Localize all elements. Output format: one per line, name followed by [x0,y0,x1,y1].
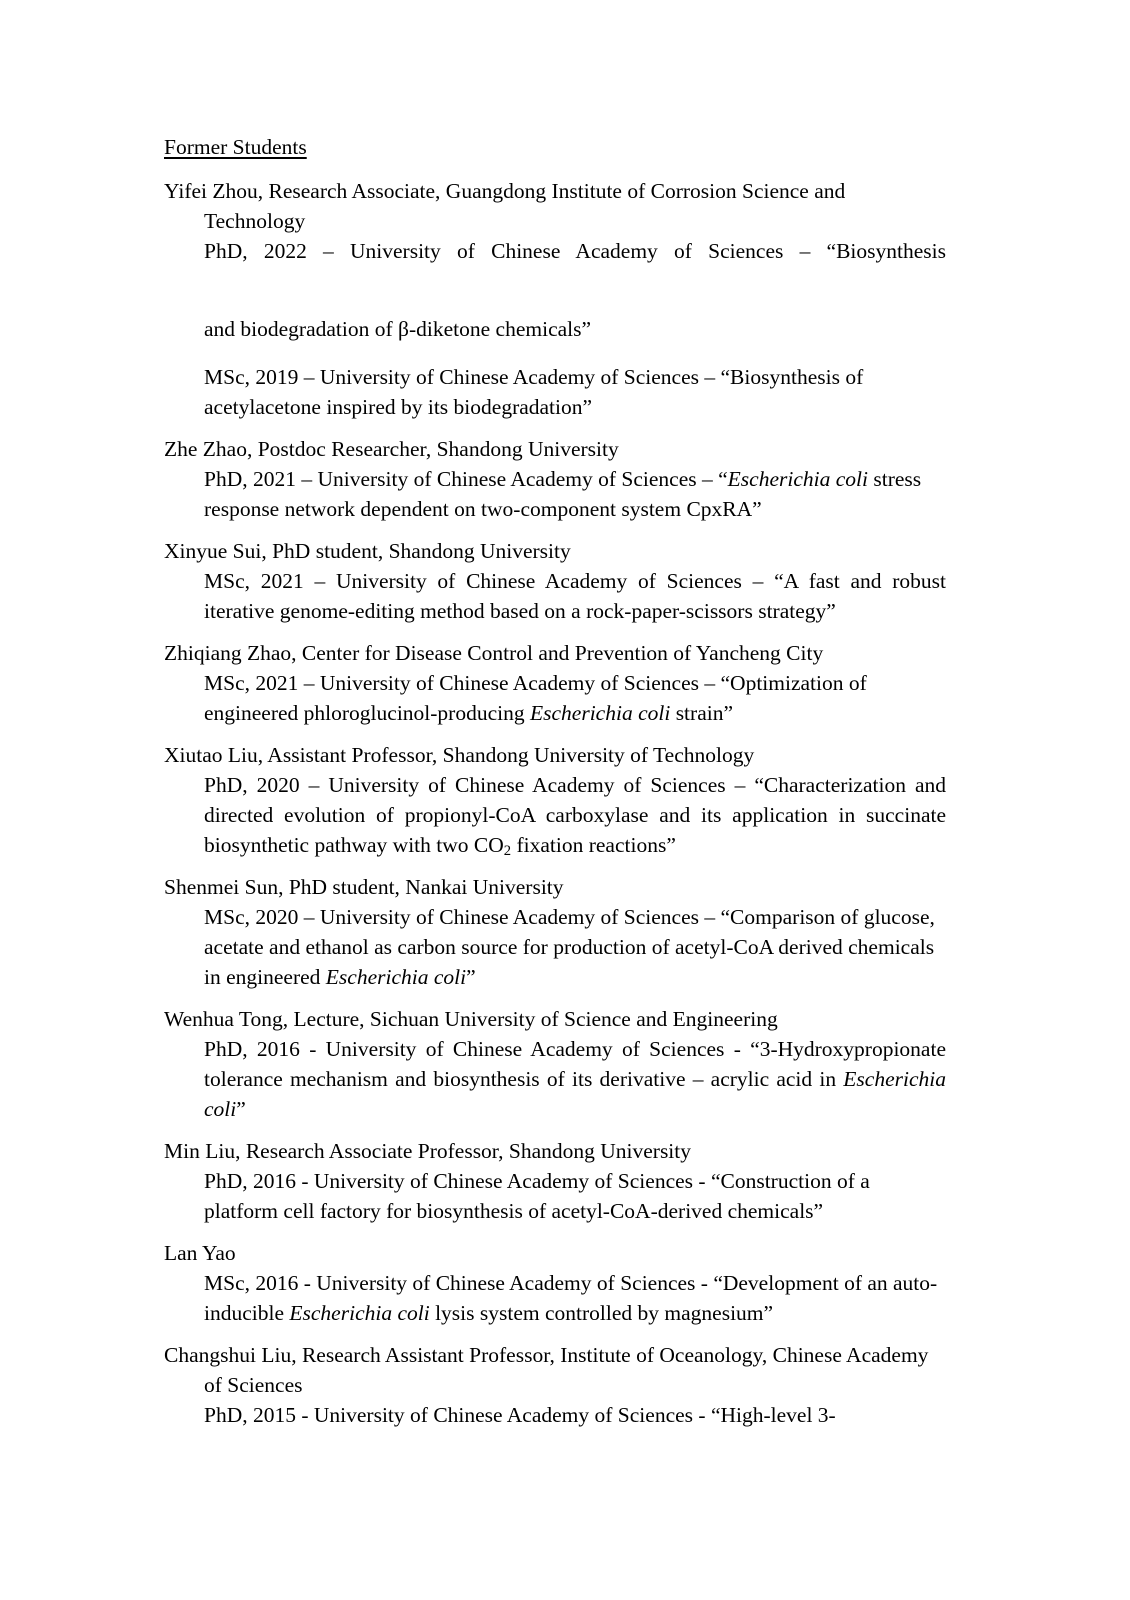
entry-changshui-liu [164,1340,946,1430]
degree-text: MSc, 2019 – University of Chinese Academy of Sciences – “Biosynthesis of acetylacetone inspired by its biodegradation” [204,365,864,419]
person-line: Shenmei Sun, PhD student, Nankai University [164,875,564,899]
degree-text-tail: ” [466,965,476,989]
degree-text: MSc, 2021 – University of Chinese Academy of Sciences – “Optimization of engineered phloroglucinol-producing [204,671,867,725]
degree-text-tail: stress response network dependent on two-component system CpxRA” [204,467,922,521]
degree-text-tail: ” [236,1097,246,1121]
entry-wenhua-tong [164,1004,946,1124]
person-line: Xiutao Liu, Assistant Professor, Shandong University of Technology [164,743,755,767]
degree-text: MSc, 2016 - University of Chinese Academy of Sciences - “Development of an auto-inducible [204,1271,938,1325]
person-line: Wenhua Tong, Lecture, Sichuan University of Science and Engineering [164,1007,778,1031]
degree-line [164,1268,946,1328]
entry-lan-yao [164,1238,946,1328]
subscript-two: 2 [503,843,512,860]
person-line: Lan Yao [164,1241,236,1265]
degree-text: and biodegradation of β-diketone chemicals” [204,317,592,341]
degree-line [164,566,946,626]
degree-text-tail: lysis system controlled by magnesium” [429,1301,774,1325]
degree-text: PhD, 2015 - University of Chinese Academy of Sciences - “High-level 3- [204,1403,836,1427]
degree-line [164,236,946,296]
species-name: Escherichia coli [325,965,467,989]
degree-text: PhD, 2016 - University of Chinese Academy of Sciences - “Construction of a platform cell factory for biosynthesis of acetyl-CoA-derived chemicals” [204,1169,870,1223]
degree-text: PhD, 2021 – University of Chinese Academy of Sciences – “ [204,467,728,491]
entry-yifei-zhou [164,176,946,422]
document-body [164,132,946,1430]
entry-min-liu [164,1136,946,1226]
entry-zhiqiang-zhao [164,638,946,728]
degree-line-continued [164,314,946,344]
degree-text: MSc, 2020 – University of Chinese Academy of Sciences – “Comparison of glucose, acetate and ethanol as carbon source for production of acetyl-CoA derived chemicals in engineered [204,905,935,989]
species-name: Escherichia coli [727,467,868,491]
degree-line [164,362,946,422]
degree-text-tail: fixation reactions” [511,833,676,857]
person-line: Min Liu, Research Associate Professor, Shandong University [164,1139,692,1163]
species-name: Escherichia coli [530,701,671,725]
degree-line [164,1034,946,1124]
section-heading-former-students: Former Students [164,135,307,159]
person-line: Zhiqiang Zhao, Center for Disease Control and Prevention of Yancheng City [164,641,824,665]
degree-text: PhD, 2020 – University of Chinese Academy of Sciences – “Characterization and directed evolution of propionyl-CoA carboxylase and its application in succinate biosynthetic pathway with two CO [204,773,946,857]
species-name: Escherichia coli [204,1067,946,1121]
species-name: Escherichia coli [289,1301,430,1325]
degree-line [164,464,946,524]
degree-text: MSc, 2021 – University of Chinese Academy of Sciences – “A fast and robust iterative genome-editing method based on a rock-paper-scissors strategy” [204,569,946,623]
entry-shenmei-sun [164,872,946,992]
degree-line [164,1166,946,1226]
degree-line [164,902,946,992]
degree-line [164,770,946,860]
person-line: Zhe Zhao, Postdoc Researcher, Shandong University [164,437,619,461]
person-line: Yifei Zhou, Research Associate, Guangdong Institute of Corrosion Science and Technology [164,179,846,233]
degree-text: PhD, 2022 – University of Chinese Academy of Sciences – “Biosynthesis [204,239,946,263]
degree-text-tail: strain” [670,701,733,725]
entry-zhe-zhao [164,434,946,524]
degree-line [164,668,946,728]
entry-xinyue-sui [164,536,946,626]
person-line: Xinyue Sui, PhD student, Shandong University [164,539,571,563]
degree-text: PhD, 2016 - University of Chinese Academy of Sciences - “3-Hydroxypropionate tolerance mechanism and biosynthesis of its derivative – acrylic acid in [204,1037,946,1091]
person-line: Changshui Liu, Research Assistant Professor, Institute of Oceanology, Chinese Academy of Sciences [164,1343,929,1397]
entry-xiutao-liu [164,740,946,860]
degree-line-clipped [164,1400,946,1430]
